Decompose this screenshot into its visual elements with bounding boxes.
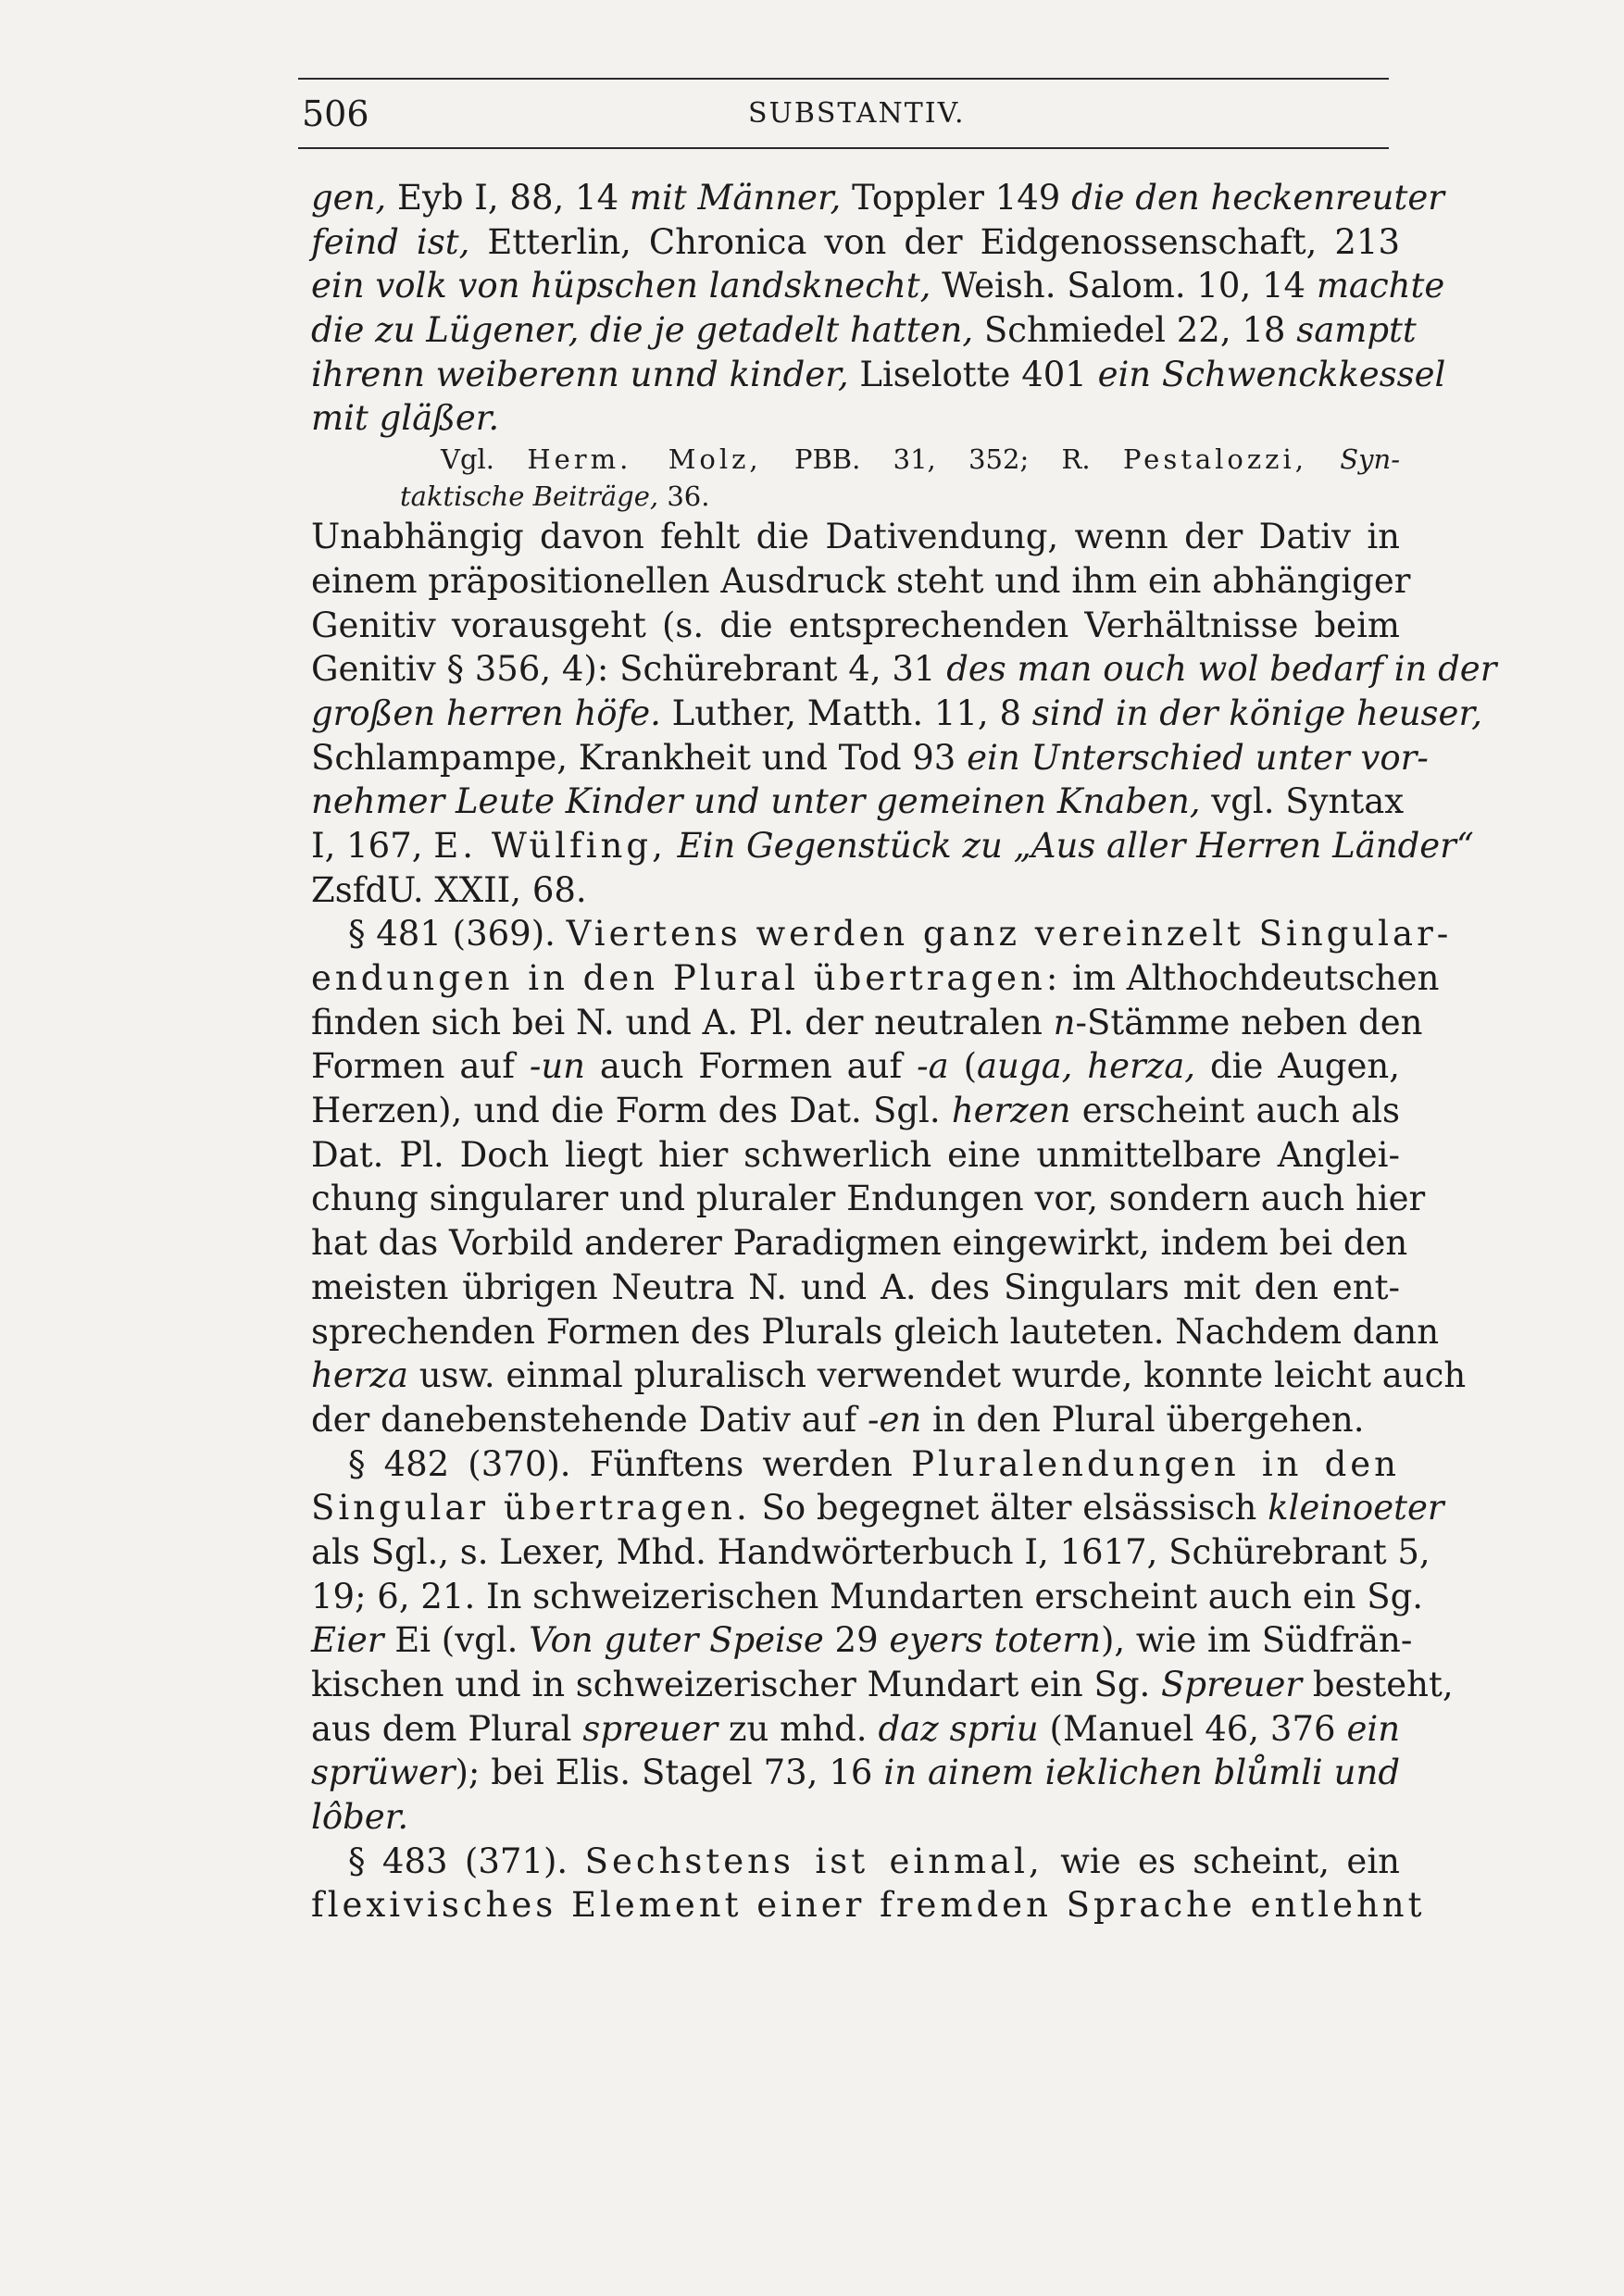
text-line: gen, Eyb I, 88, 14 mit Männer, Toppler 149 die den heckenreuter	[311, 178, 1444, 218]
text-line: mit gläßer.	[311, 398, 500, 439]
text-line: Unabhängig davon fehlt die Dativendung, wenn der Dativ in	[311, 517, 1400, 557]
text-line: sprüwer); bei Elis. Stagel 73, 16 in ainem ieklichen blůmli und	[311, 1753, 1401, 1793]
text-line: hat das Vorbild anderer Paradigmen eingewirkt, indem bei den	[311, 1223, 1408, 1264]
text-line: Dat. Pl. Doch liegt hier schwerlich eine unmittelbare Anglei-	[311, 1134, 1400, 1175]
text-line: Formen auf -un auch Formen auf -a (auga, herza, die Augen,	[311, 1046, 1400, 1087]
text-line: Singular übertragen. So begegnet älter elsässisch kleinoeter	[311, 1488, 1444, 1529]
text-line: aus dem Plural spreuer zu mhd. daz spriu (Manuel 46, 376 ein	[311, 1708, 1401, 1749]
text-line: Schlampampe, Krankheit und Tod 93 ein Unterschied unter vor-	[311, 737, 1429, 778]
text-line: 19; 6, 21. In schweizerischen Mundarten erscheint auch ein Sg.	[311, 1576, 1424, 1616]
text-line: I, 167, E. Wülfing, Ein Gegenstück zu „Aus aller Herren Länder“	[311, 825, 1474, 866]
reference-note-line: taktische Beiträge, 36.	[400, 480, 710, 513]
text-line: der danebenstehende Dativ auf -en in den Plural übergehen.	[311, 1399, 1365, 1440]
text-line: meisten übrigen Neutra N. und A. des Singulars mit den ent-	[311, 1267, 1400, 1307]
text-line: Genitiv vorausgeht (s. die entsprechenden Verhältnisse beim	[311, 605, 1400, 645]
text-line: flexivisches Element einer fremden Sprache entlehnt	[311, 1885, 1426, 1926]
page-body	[311, 176, 1497, 1928]
text-line: sprechenden Formen des Plurals gleich lauteten. Nachdem dann	[311, 1311, 1440, 1352]
text-line: § 483 (371). Sechstens ist einmal, wie es scheint, ein	[348, 1841, 1400, 1881]
text-line: nehmer Leute Kinder und unter gemeinen Knaben, vgl. Syntax	[311, 781, 1405, 822]
page-number: 506	[302, 94, 369, 134]
text-line: Herzen), und die Form des Dat. Sgl. herzen erscheint auch als	[311, 1091, 1401, 1131]
text-line: herza usw. einmal pluralisch verwendet wurde, konnte leicht auch	[311, 1355, 1467, 1396]
text-line: die zu Lügener, die je getadelt hatten, Schmiedel 22, 18 samptt	[311, 310, 1417, 351]
reference-note-line: Vgl. Herm. Molz, PBB. 31, 352; R. Pestalozzi, Syn-	[441, 443, 1400, 476]
text-line: § 482 (370). Fünftens werden Pluralendungen in den	[348, 1443, 1400, 1484]
text-line: feind ist, Etterlin, Chronica von der Eidgenossenschaft, 213	[311, 221, 1400, 262]
text-line: ZsfdU. XXII, 68.	[311, 869, 587, 910]
text-line: endungen in den Plural übertragen: im Althochdeutschen	[311, 958, 1440, 998]
text-line: als Sgl., s. Lexer, Mhd. Handwörterbuch I, 1617, Schürebrant 5,	[311, 1531, 1430, 1572]
text-line: ein volk von hüpschen landsknecht, Weish. Salom. 10, 14 machte	[311, 266, 1445, 306]
text-line: kischen und in schweizerischer Mundart ein Sg. Spreuer besteht,	[311, 1665, 1454, 1704]
text-line: lôber.	[311, 1797, 409, 1838]
header-rule	[298, 147, 1389, 149]
text-line: Genitiv § 356, 4): Schürebrant 4, 31 des man ouch wol bedarf in der	[311, 649, 1497, 690]
text-line: ihrenn weiberenn unnd kinder, Liselotte 401 ein Schwenckkessel	[311, 354, 1446, 394]
text-line: chung singularer und pluraler Endungen vor, sondern auch hier	[311, 1179, 1426, 1219]
text-line: Eier Ei (vgl. Von guter Speise 29 eyers totern), wie im Südfrän-	[311, 1620, 1413, 1661]
text-line: § 481 (369). Viertens werden ganz vereinzelt Singular-	[348, 914, 1453, 955]
top-rule	[298, 78, 1389, 80]
text-line: einem präpositionellen Ausdruck steht und ihm ein abhängiger	[311, 560, 1411, 601]
running-head: SUBSTANTIV.	[748, 97, 966, 130]
text-line: großen herren höfe. Luther, Matth. 11, 8 sind in der könige heuser,	[311, 693, 1482, 733]
text-line: finden sich bei N. und A. Pl. der neutralen n-Stämme neben den	[311, 1002, 1423, 1042]
